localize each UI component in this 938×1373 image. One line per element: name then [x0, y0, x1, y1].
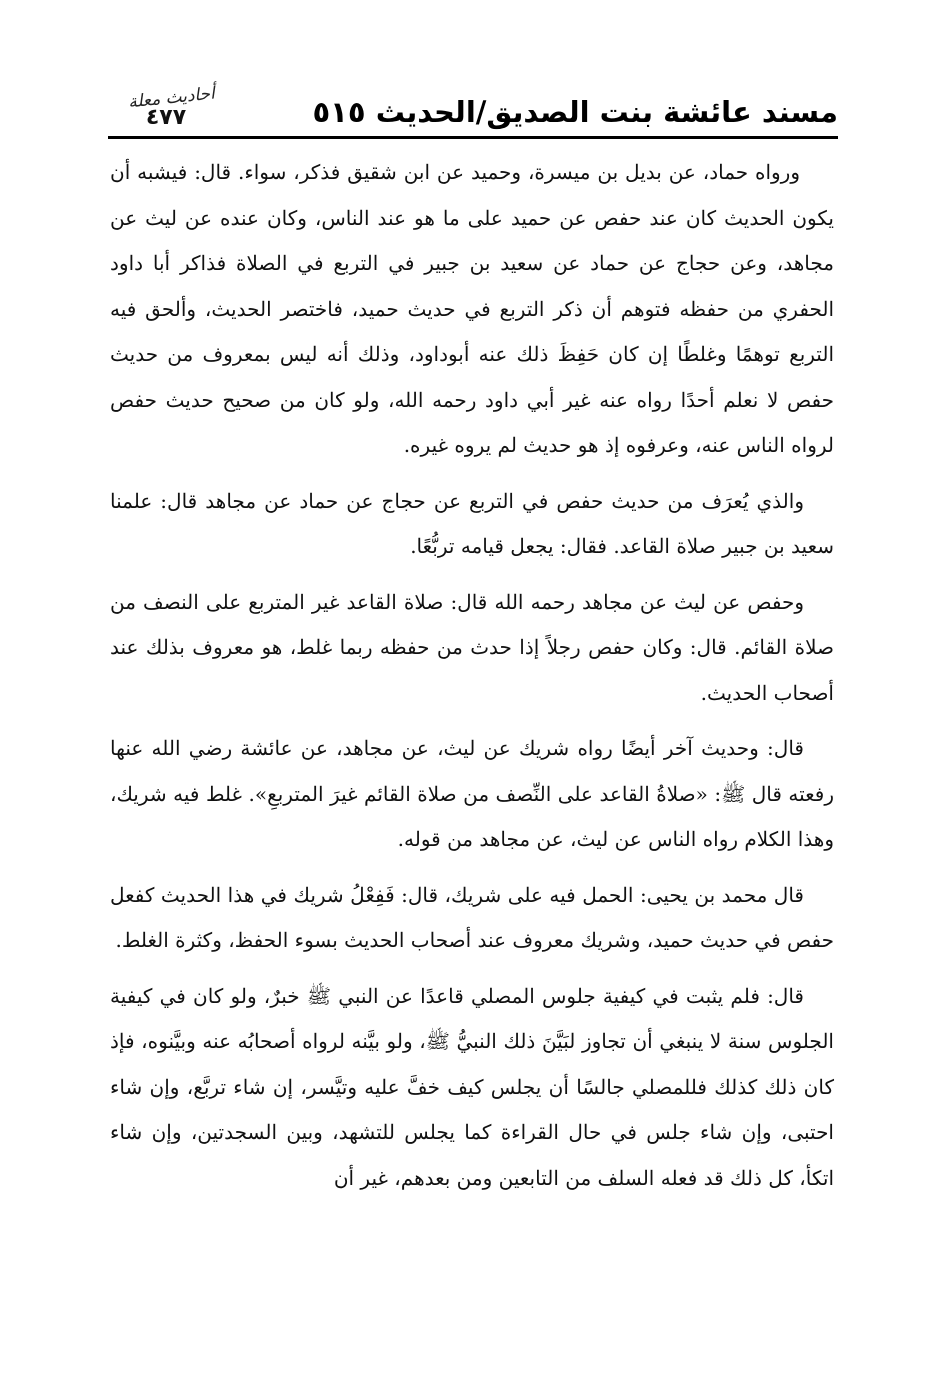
page-number-box	[108, 83, 238, 136]
handwritten-note: أحاديث معلة	[127, 83, 216, 113]
paragraph: والذي يُعرَف من حديث حفص في التربع عن حجاج عن حماد عن مجاهد قال: علمنا سعيد بن جبير صلاة القاعد. فقال: يجعل قيامه تربُّعًا.	[110, 488, 834, 558]
header-divider	[108, 136, 838, 139]
running-title: مسند عائشة بنت الصديق/الحديث ٥١٥	[312, 95, 838, 129]
paragraph: قال محمد بن يحيى: الحمل فيه على شريك، قال: فَفِعْلُ شريك في هذا الحديث كفعل حفص في حديث حميد، وشريك معروف عند أصحاب الحديث بسوء الحفظ، وكثرة الغلط.	[110, 882, 834, 952]
paragraph: قال: فلم يثبت في كيفية جلوس المصلي قاعدًا عن النبي ﷺ خبرٌ، ولو كان في كيفية الجلوس سنة لا ينبغي أن تجاوز لبَيَّنَ ذلك النبيُّ ﷺ، ولو بيَّنه لرواه أصحابُه عنه وبيَّنوه، فإذ كان ذلك كذلك فللمصلي جالسًا أن يجلس كيف خفَّ عليه وتيَّسر، إن شاء تربَّع، وإن شاء احتبى، وإن شاء جلس في حال القراءة كما يجلس للتشهد، وبين السجدتين، وإن شاء اتكأ، كل ذلك قد فعله السلف من التابعين ومن بعدهم، غير أن	[110, 983, 834, 1190]
paragraph: وحفص عن ليث عن مجاهد رحمه الله قال: صلاة القاعد غير المتربع على النصف من صلاة القائم. قال: وكان حفص رجلاً إذا حدث من حفظه ربما غلط، هو معروف بذلك عند أصحاب الحديث.	[110, 589, 834, 705]
page-header	[108, 83, 838, 136]
paragraph: قال: وحديث آخر أيضًا رواه شريك عن ليث، عن مجاهد، عن عائشة رضي الله عنها رفعته قال ﷺ: «صلاةُ القاعد على النِّصف من صلاة القائم غيرَ المتربعِ». غلط فيه شريك، وهذا الكلام رواه الناس عن ليث، عن مجاهد من قوله.	[110, 736, 834, 851]
page-number: ٤٧٧	[145, 105, 187, 130]
page-body	[110, 150, 834, 1211]
paragraph: ورواه حماد، عن بديل بن ميسرة، وحميد عن ابن شقيق فذكر، سواء. قال: فيشبه أن يكون الحديث كان عند حفص عن حميد على ما هو عند الناس، وكان عنده عن ليث عن مجاهد، وعن حجاج عن حماد عن سعيد بن جبير في التربع في الصلاة فذاكر أبا داود الحفري من حفظه فتوهم أن ذكر التربع في حديث حميد، فاختصر الحديث، وألحق فيه التربع توهمًا وغلطًا إن كان حَفِظَ ذلك عنه أبوداود، وذلك أنه ليس بمعروف من حديث حفص لا نعلم أحدًا رواه عنه غير أبي داود رحمه الله، ولو كان من صحيح حديث حفص لرواه الناس عنه، وعرفوه إذ هو حديث لم يروه غيره.	[110, 160, 835, 457]
